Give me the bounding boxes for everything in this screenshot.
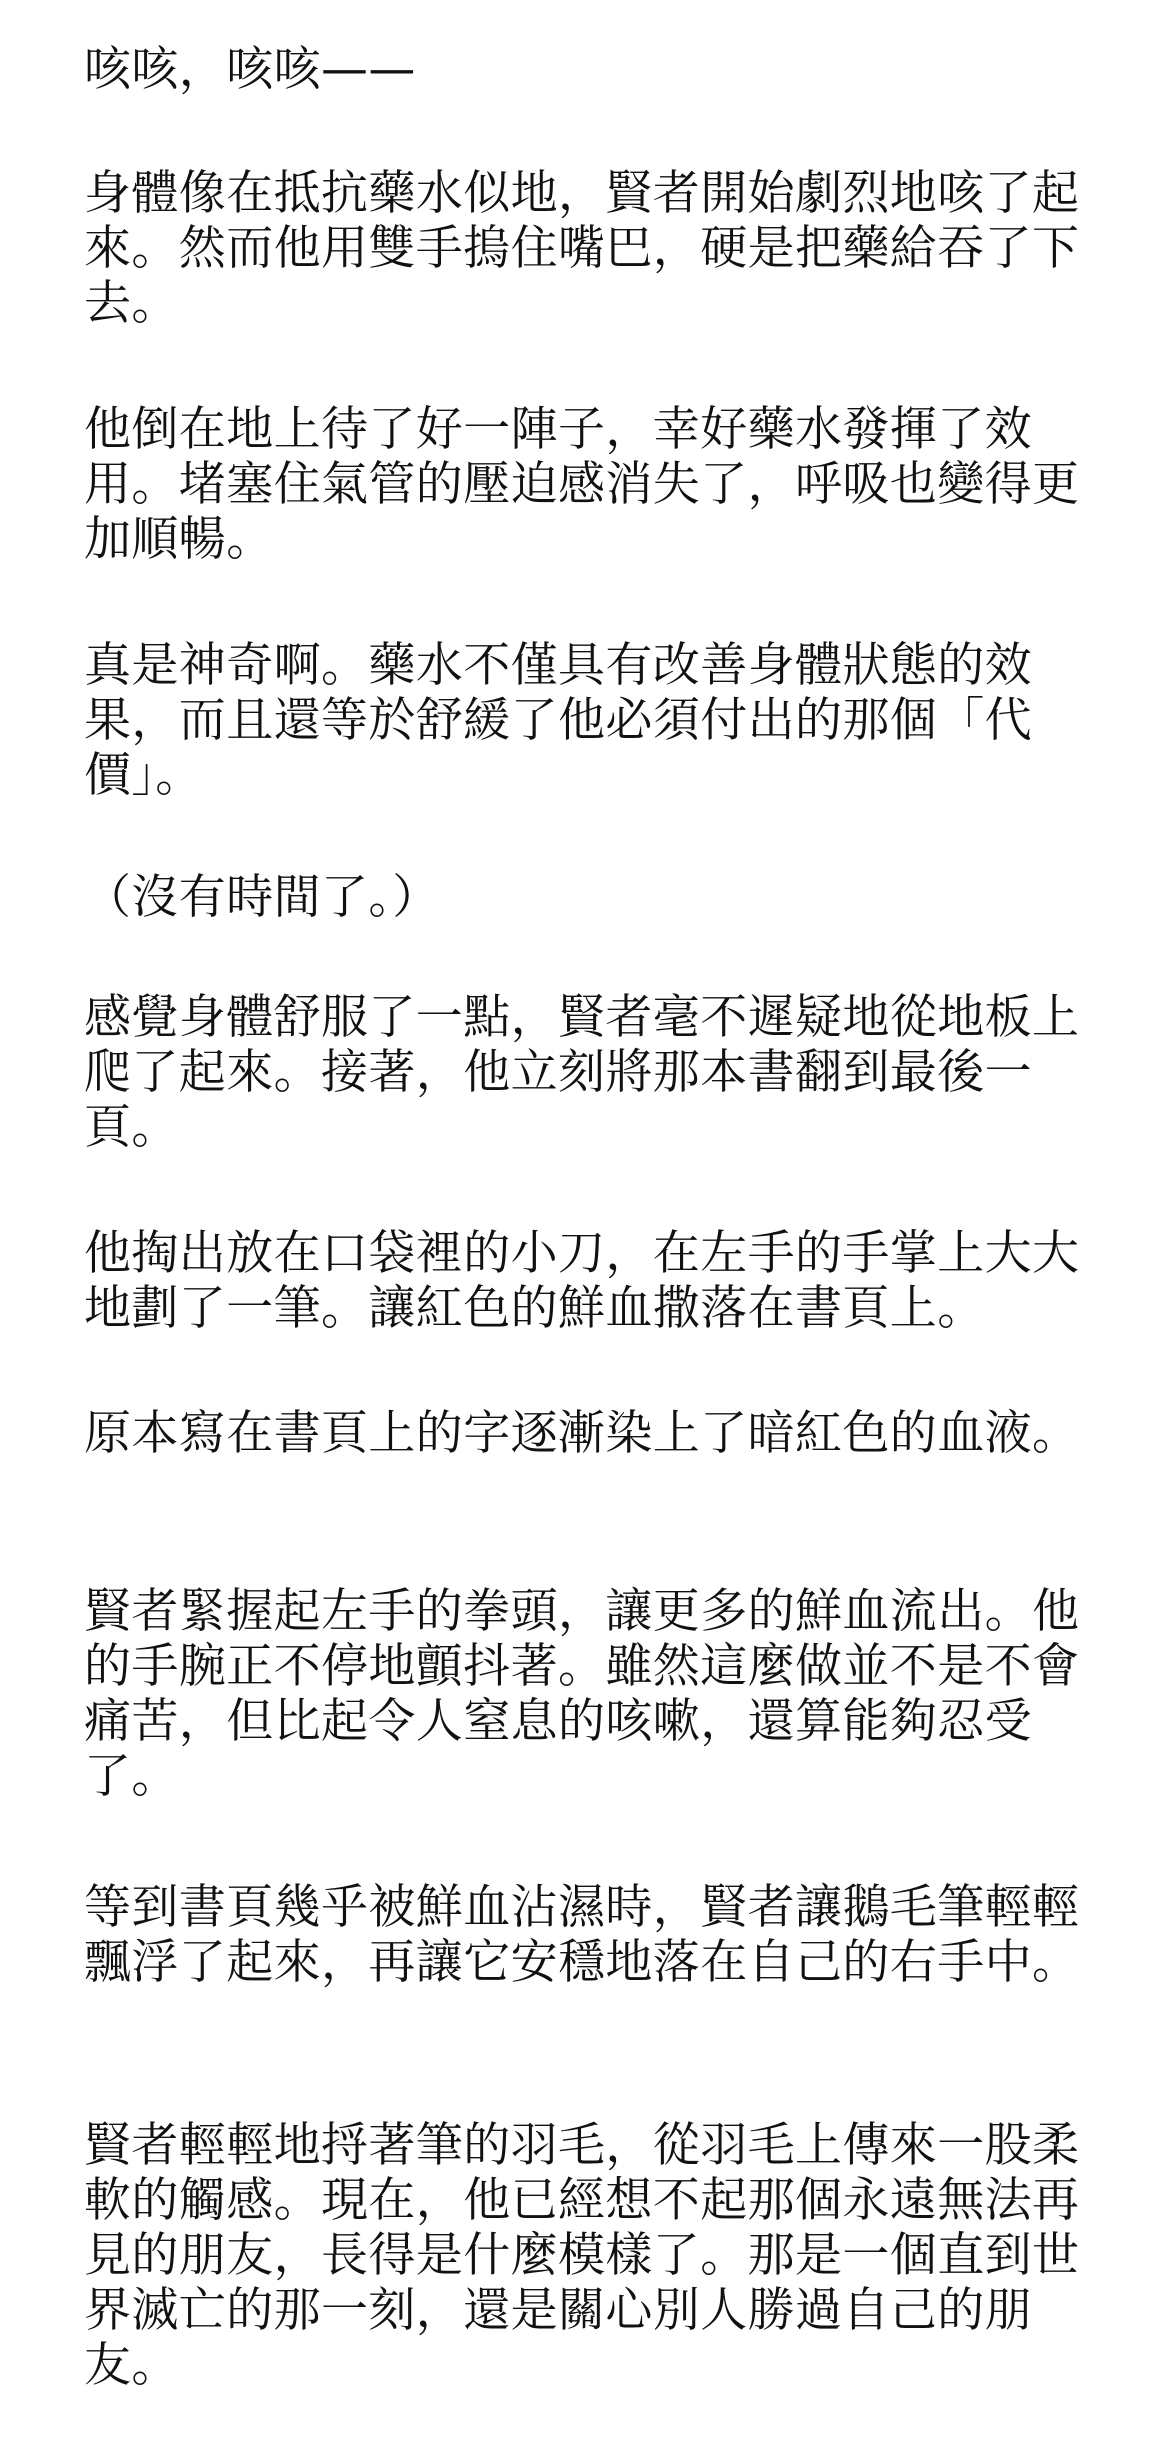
- paragraph-1: 咳咳，咳咳——: [84, 42, 416, 97]
- paragraph-5: （沒有時間了。）: [84, 870, 440, 925]
- paragraph-2: 身體像在抵抗藥水似地，賢者開始劇烈地咳了起來。然而他用雙手摀住嘴巴，硬是把藥給吞了下去。: [84, 166, 1080, 331]
- paragraph-3: 他倒在地上待了好一陣子，幸好藥水發揮了效用。堵塞住氣管的壓迫感消失了，呼吸也變得更加順暢。: [84, 402, 1080, 567]
- paragraph-6: 感覺身體舒服了一點，賢者毫不遲疑地從地板上爬了起來。接著，他立刻將那本書翻到最後一頁。: [84, 990, 1080, 1155]
- paragraph-10: 等到書頁幾乎被鮮血沾濕時，賢者讓鵝毛筆輕輕飄浮了起來，再讓它安穩地落在自己的右手中。: [84, 1880, 1080, 1990]
- paragraph-4: 真是神奇啊。藥水不僅具有改善身體狀態的效果，而且還等於舒緩了他必須付出的那個「代價」。: [84, 638, 1032, 803]
- paragraph-8: 原本寫在書頁上的字逐漸染上了暗紅色的血液。: [84, 1406, 1080, 1461]
- paragraph-9: 賢者緊握起左手的拳頭，讓更多的鮮血流出。他的手腕正不停地顫抖著。雖然這麼做並不是不會痛苦，但比起令人窒息的咳嗽，還算能夠忍受了。: [84, 1584, 1080, 1804]
- paragraph-7: 他掏出放在口袋裡的小刀，在左手的手掌上大大地劃了一筆。讓紅色的鮮血撒落在書頁上。: [84, 1226, 1080, 1336]
- paragraph-11: 賢者輕輕地捋著筆的羽毛，從羽毛上傳來一股柔軟的觸感。現在，他已經想不起那個永遠無法再見的朋友，長得是什麼模樣了。那是一個直到世界滅亡的那一刻，還是關心別人勝過自己的朋友。: [84, 2118, 1080, 2393]
